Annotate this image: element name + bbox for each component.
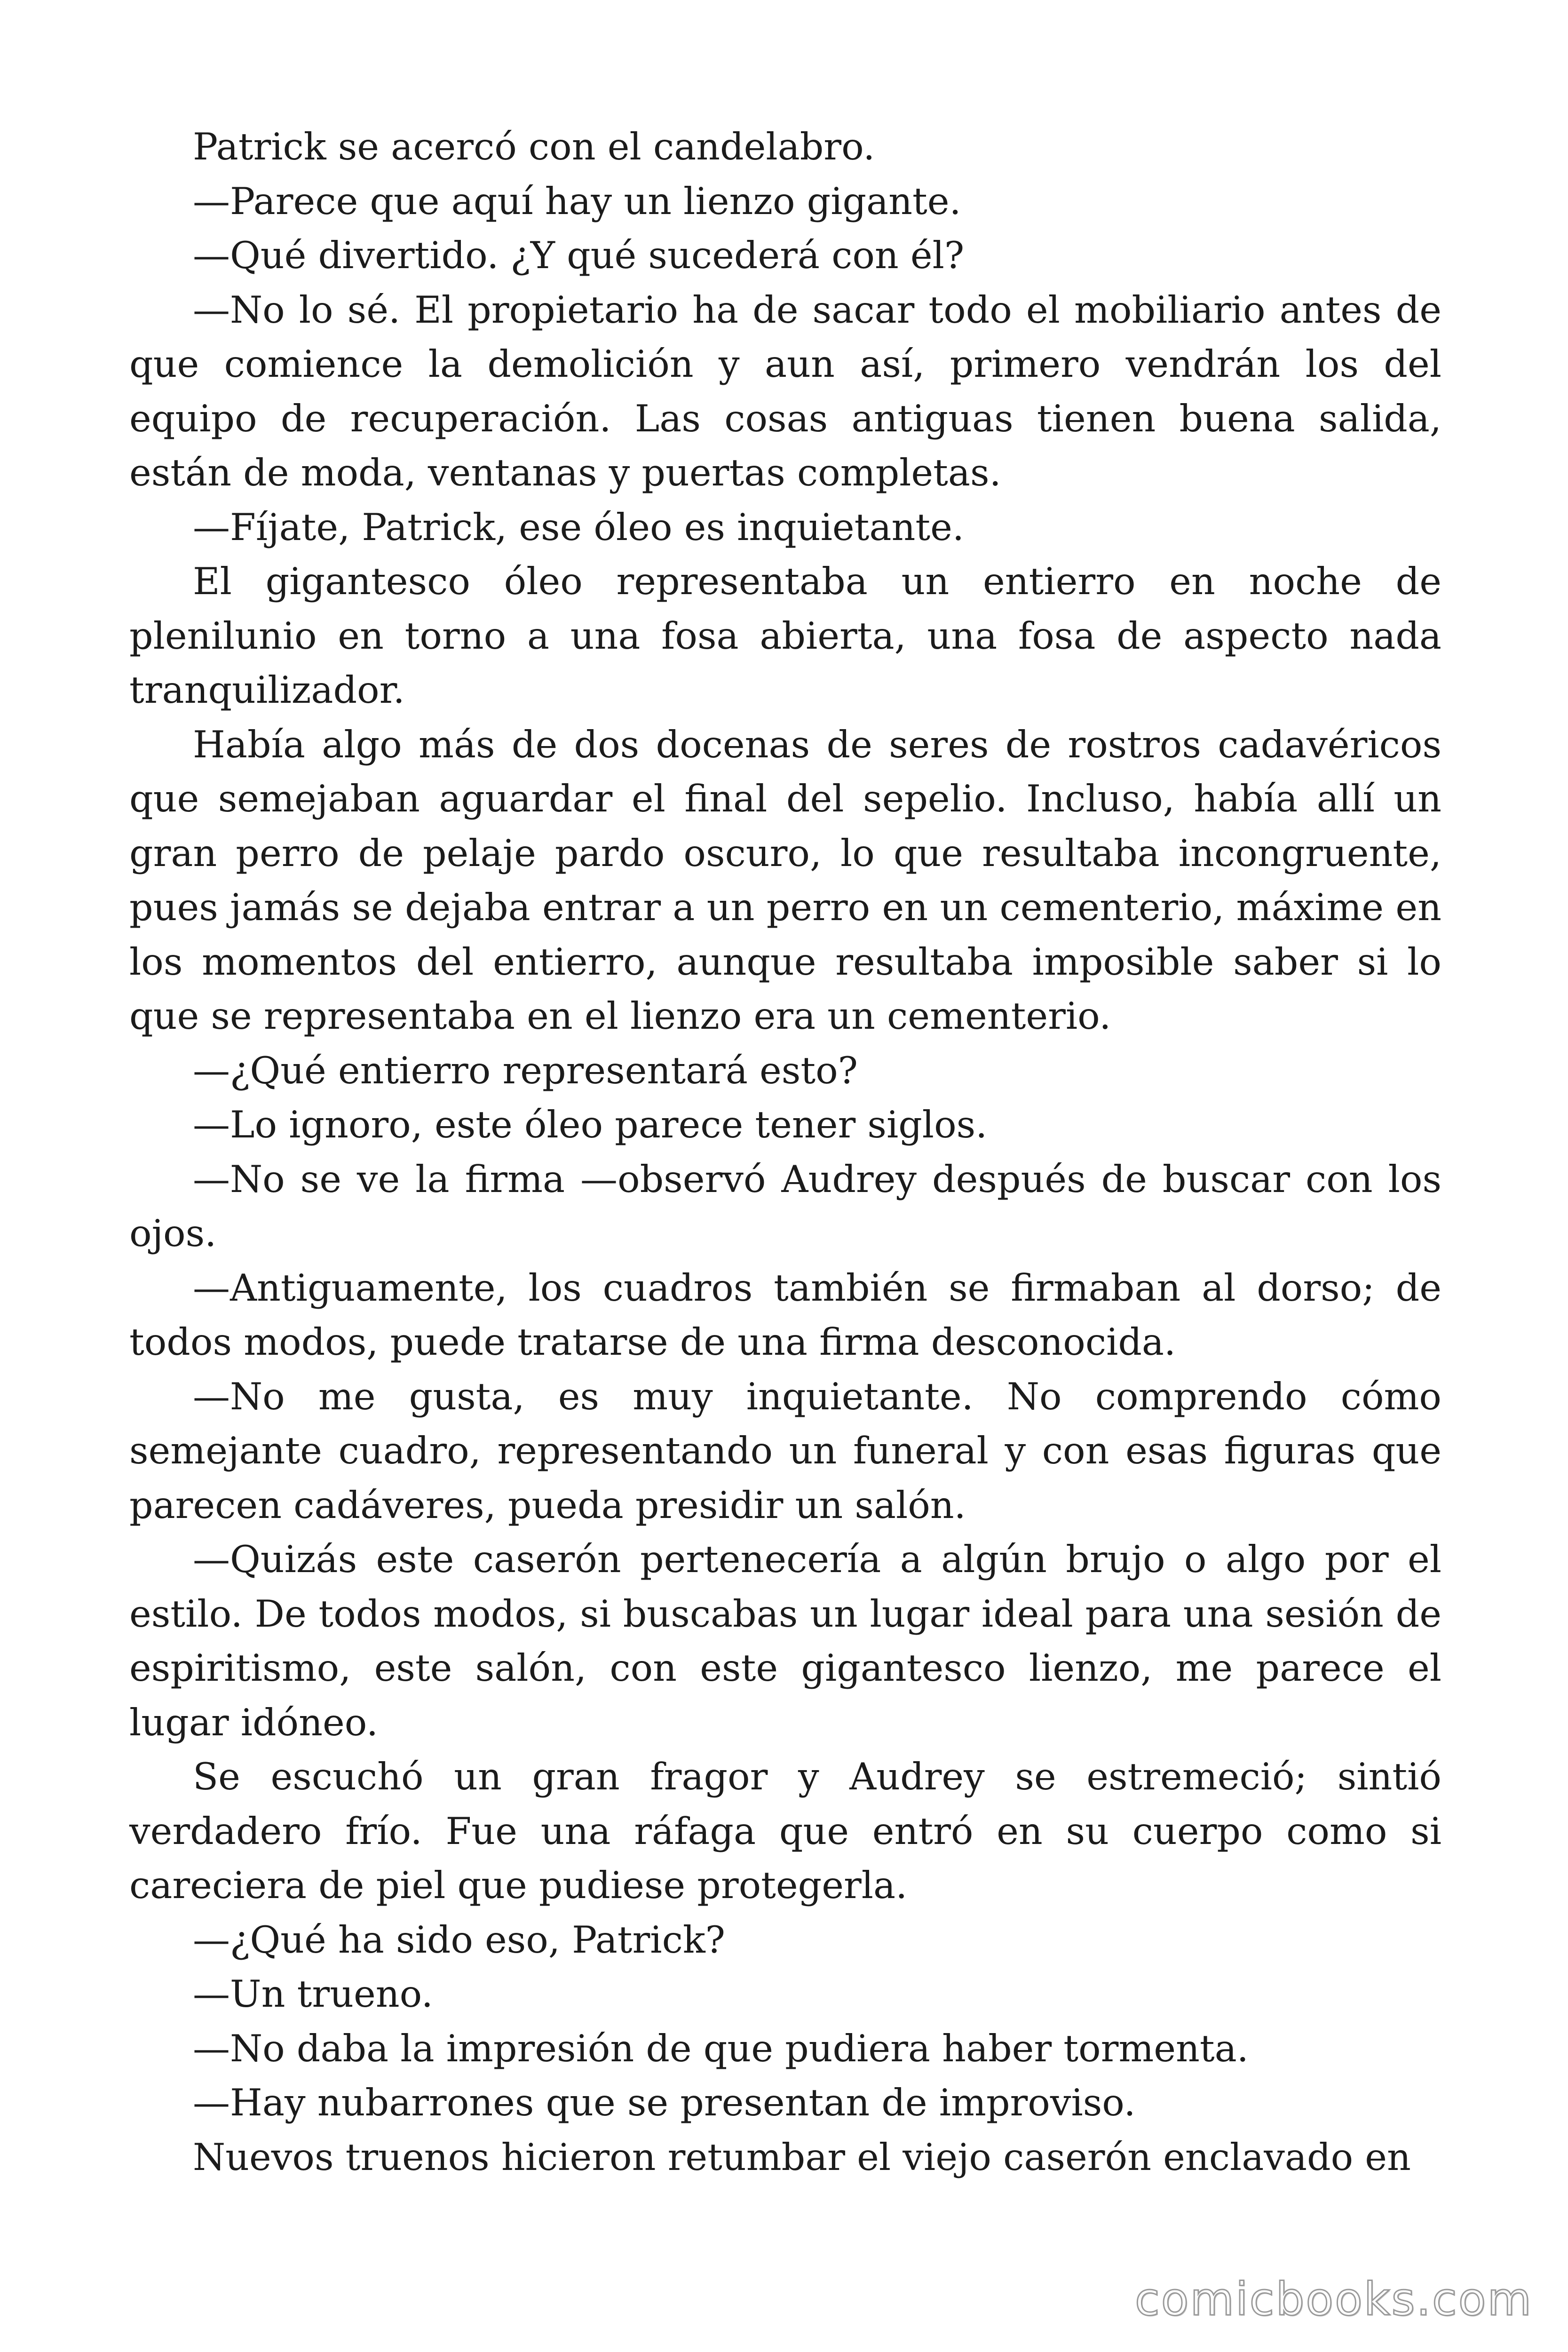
paragraph: —Quizás este caserón pertenecería a algún brujo o algo por el estilo. De todos modos, si buscabas un lugar ideal para una sesión de espiritismo, este salón, con este gigantesco lienzo, me parece el lugar idóneo. xyxy=(129,1538,1441,1744)
paragraph: Había algo más de dos docenas de seres de rostros cadavéricos que semejaban aguardar el final del sepelio. Incluso, había allí un gran perro de pelaje pardo oscuro, lo que resultaba incongruente, pues jamás se dejaba entrar a un perro en un cementerio, máxime en los momentos del entierro, aunque resultaba imposible saber si lo que se representaba en el lienzo era un cementerio. xyxy=(129,723,1441,1038)
paragraph: —No lo sé. El propietario ha de sacar todo el mobiliario antes de que comience la demolición y aun así, primero vendrán los del equipo de recuperación. Las cosas antiguas tienen buena salida, están de moda, ventanas y puertas completas. xyxy=(129,288,1441,494)
paragraph: —Fíjate, Patrick, ese óleo es inquietante. xyxy=(193,505,964,549)
paragraph: —No daba la impresión de que pudiera haber tormenta. xyxy=(193,2026,1249,2070)
paragraph: —Qué divertido. ¿Y qué sucederá con él? xyxy=(193,234,965,277)
body-text xyxy=(129,120,1441,2185)
paragraph: —No se ve la firma —observó Audrey después de buscar con los ojos. xyxy=(129,1157,1441,1255)
paragraph: —¿Qué entierro representará esto? xyxy=(193,1049,858,1092)
paragraph: —¿Qué ha sido eso, Patrick? xyxy=(193,1918,726,1962)
paragraph: —No me gusta, es muy inquietante. No comprendo cómo semejante cuadro, representando un funeral y con esas figuras que parecen cadáveres, pueda presidir un salón. xyxy=(129,1375,1441,1527)
paragraph: —Parece que aquí hay un lienzo gigante. xyxy=(193,179,961,223)
paragraph: —Hay nubarrones que se presentan de improviso. xyxy=(193,2081,1136,2124)
paragraph: Patrick se acercó con el candelabro. xyxy=(193,125,875,168)
paragraph: —Un trueno. xyxy=(193,1972,433,2016)
paragraph: El gigantesco óleo representaba un entierro en noche de plenilunio en torno a una fosa abierta, una fosa de aspecto nada tranquilizador. xyxy=(129,560,1441,712)
paragraph: Nuevos truenos hicieron retumbar el viejo caserón enclavado en xyxy=(193,2135,1411,2179)
watermark: comicbooks.com xyxy=(1134,2273,1533,2326)
paragraph: Se escuchó un gran fragor y Audrey se estremeció; sintió verdadero frío. Fue una ráfaga que entró en su cuerpo como si careciera de piel que pudiese protegerla. xyxy=(129,1755,1441,1907)
paragraph: —Antiguamente, los cuadros también se firmaban al dorso; de todos modos, puede tratarse de una firma desconocida. xyxy=(129,1266,1441,1364)
paragraph: —Lo ignoro, este óleo parece tener siglos. xyxy=(193,1103,988,1146)
